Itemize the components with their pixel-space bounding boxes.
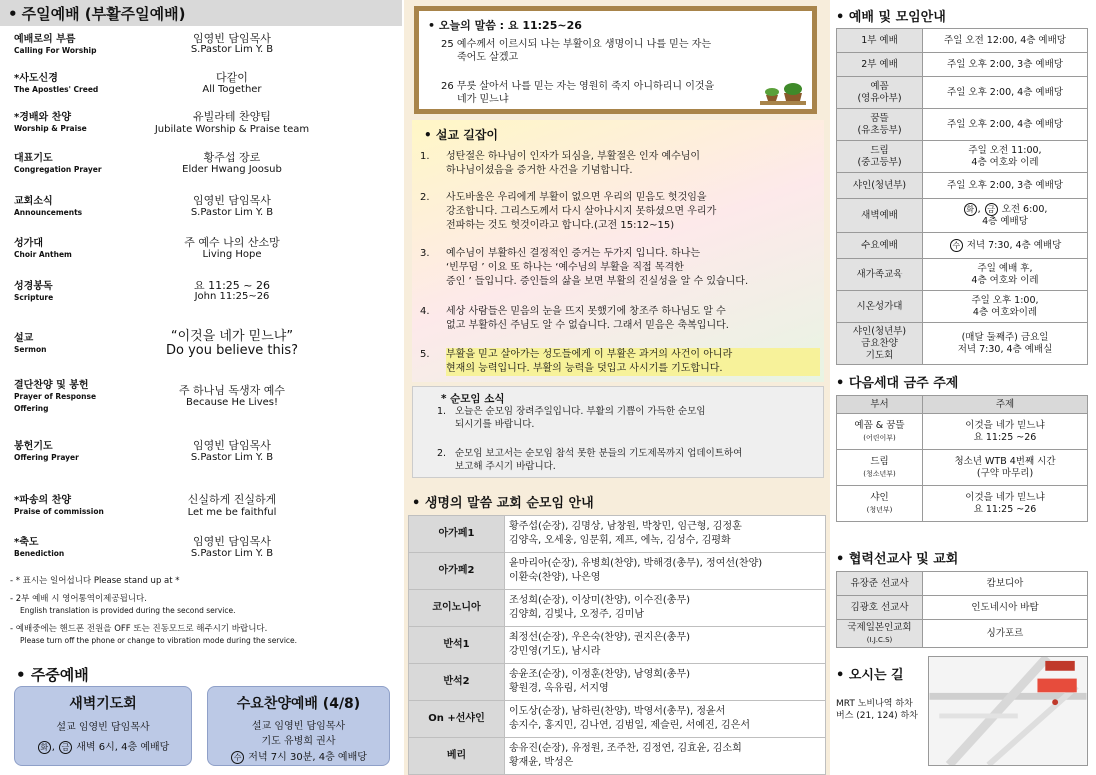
order-kr-label: 교회소식 [14,196,53,207]
order-en-label: The Apostles' Creed [14,85,99,94]
label-line: (중고등부) [857,156,902,168]
table-row [837,486,1088,522]
time-line: 4층 예배당 [982,216,1028,227]
worship-schedule-title: 예배 및 모임안내 [848,10,946,25]
directions-text [836,698,918,722]
mission-title: 협력선교사 및 교회 [848,552,959,567]
point-number: 1. [420,151,430,162]
day-circle: 금 [59,741,72,754]
point-number: 4. [420,306,430,317]
plant-pot-icon [760,79,806,105]
table-row [409,738,826,775]
mission-header: • 협력선교사 및 교회 [836,552,959,567]
dawn-time: 화 , 금 새벽 6시, 4층 예배당 [15,738,191,754]
time-line: 주일 오후 1:00, [971,294,1039,306]
order-value-en: S.Pastor Lim Y. B [190,44,274,55]
dept-sub: (청소년부) [863,469,896,478]
table-row [837,620,1088,648]
group-name: 반석1 [409,627,505,664]
column-header: 주제 [923,396,1088,414]
dept-cell [837,450,923,486]
table-row [837,53,1088,77]
sermon-point [420,247,820,289]
order-value-en: S.Pastor Lim Y. B [190,452,274,463]
dept-name: 드림 [870,455,889,467]
member-line: 이도상(순장), 남하린(찬양), 박영서(총무), 정윤서 [509,706,726,717]
schedule-label [837,323,923,365]
order-value-kr: 임영빈 담임목사 [193,535,271,548]
topic-line: (구약 마무리) [976,467,1034,479]
schedule-time [923,199,1088,233]
time-line: 주일 오전 11:00, [968,144,1042,156]
order-value-kr: 신실하게 진실하게 [187,493,277,506]
news-number: 2. [437,448,447,459]
sermon-column [404,0,830,775]
group-name: On +선샤인 [409,701,505,738]
table-row [837,572,1088,596]
table-row [409,664,826,701]
note-phone-en: Please turn off the phone or change to vibration mode during the service. [20,636,298,645]
point-line: 증인 ’ 들입니다. 증인들의 삶을 보면 부활의 진실성을 알 수 있습니다. [446,276,749,287]
schedule-label [837,77,923,109]
sermon-title-en: Do you believe this? [165,343,299,358]
news-item [437,447,817,473]
mission-location: 캄보디아 [923,572,1088,596]
order-kr-label: *경배와 찬양 [14,112,72,123]
label-line: 드림 [870,144,889,156]
table-row [837,259,1088,291]
topic-line: 요 11:25 ~26 [973,503,1037,515]
table-row [837,414,1088,450]
order-en-label: Calling For Worship [14,46,97,55]
dawn-time-text: 새벽 6시, 4층 예배당 [76,742,170,753]
point-line: 예수님이 부활하신 결정적인 증거는 두가지 입니다. 하나는 [446,248,701,259]
point-line: 현재의 능력입니다. 부활의 능력을 덧입고 사시기를 기도합니다. [446,362,820,376]
missionary-name: 김광호 선교사 [837,596,923,620]
directions-header: • 오시는 길 [836,668,904,683]
member-line: 황재윤, 박성은 [509,757,574,768]
table-row [837,77,1088,109]
worship-notes [10,575,395,647]
table-row [837,109,1088,141]
church-name: 국제일본인교회 [847,621,912,633]
table-row [837,173,1088,199]
schedule-label [837,141,923,173]
mission-location: 싱가포르 [923,620,1088,648]
time-text: 저녁 7:30, 4층 예배당 [966,240,1062,251]
news-line: 되시기를 바랍니다. [455,419,535,430]
dawn-prayer-title: 새벽기도회 [69,696,137,712]
column-header: 부서 [837,396,923,414]
schedule-label: 1부 예배 [837,29,923,53]
order-value-kr: 다같이 [216,71,248,84]
wednesday-time [208,748,389,764]
topic-cell [923,486,1088,522]
sermon-point [420,348,820,376]
order-value-en: Elder Hwang Joosub [182,164,282,175]
schedule-time [923,291,1088,323]
dept-name: 샤인 [870,491,889,503]
table-row [409,701,826,738]
sermon-point [420,305,820,333]
time-line: (매달 둘째주) 금요일 [961,331,1049,343]
verse-26 [441,80,791,106]
church-abbr: (I.J.C.S) [866,635,893,644]
worship-schedule-table [836,28,1088,365]
note-translation-en: English translation is provided during the second service. [20,606,236,615]
point-line: 세상 사람들은 믿음의 눈을 뜨지 못했기에 창조주 하나님도 알 수 [446,306,726,317]
order-value-en: Living Hope [202,249,262,260]
member-line: 송유진(순장), 유정원, 조주찬, 김정연, 김효윤, 김소희 [509,743,742,754]
order-en-label: Congregation Prayer [14,165,102,174]
member-line: 김양희, 김빛나, 오정주, 김미남 [509,609,644,620]
small-group-news-title: * 순모임 소식 [441,393,505,405]
point-number: 2. [420,192,430,203]
day-circle: 화 [964,203,977,216]
worship-schedule-header: • 예배 및 모임안내 [836,10,946,25]
schedule-time [923,233,1088,259]
order-value-en: S.Pastor Lim Y. B [190,548,274,559]
order-value-kr: 황주섭 장로 [203,151,261,164]
point-line: 하나님이셨음을 증거한 사건을 기념합니다. [446,165,633,176]
order-en-label: Benediction [14,549,65,558]
table-row [837,596,1088,620]
point-line: ‘빈무덤 ’ 이요 또 하나는 ‘예수님의 부활을 직접 목격한 [446,262,684,273]
schedule-label: 새벽예배 [837,199,923,233]
news-line: 오늘은 순모임 장려주일입니다. 부활의 기쁨이 가득한 순모임 [455,406,706,417]
time-text: 오전 6:00, [1001,204,1048,215]
order-kr-label: 예배로의 부름 [14,34,76,45]
label-line: (유초등부) [857,124,902,136]
group-name: 코이노니아 [409,590,505,627]
order-value-en: Because He Lives! [185,397,278,408]
news-line: 보고해 주시기 바랍니다. [455,461,556,472]
sunday-worship-title: 주일예배 (부활주일예배) [21,5,186,23]
note-phone: - 예배중에는 핸드폰 전원을 OFF 또는 진동모드로 해주시기 바랍니다. [10,624,268,634]
verse-header: • 오늘의 말씀 : 요 11:25~26 [428,19,582,32]
verse-reference: 오늘의 말씀 : 요 11:25~26 [438,19,582,32]
order-kr-label: *사도신경 [14,73,58,84]
order-en-label: Sermon [14,345,47,354]
schedule-time [923,141,1088,173]
order-of-service-column [0,0,402,775]
sermon-guide-title: 설교 길잡이 [435,128,498,142]
order-value-en: S.Pastor Lim Y. B [190,207,274,218]
schedule-time: 주일 오후 2:00, 4층 예배당 [923,77,1088,109]
verse-line: 25 예수께서 이르시되 나는 부활이요 생명이니 나를 믿는 자는 [441,39,711,50]
order-kr-label: *파송의 찬양 [14,495,72,506]
order-kr-label: 대표기도 [14,153,53,164]
time-line: 저녁 7:30, 4층 예배실 [957,343,1053,355]
group-name: 반석2 [409,664,505,701]
point-number: 5. [420,349,430,360]
dawn-preacher: 설교 임영빈 담임목사 [56,722,150,733]
verse-line: 26 무릇 살아서 나를 믿는 자는 영원히 죽지 아니하리니 이것을 [441,81,715,92]
order-value-en: Let me be faithful [187,507,277,518]
member-line: 강민영(기도), 남시라 [509,646,601,657]
order-kr-label: 결단찬양 및 봉헌 [14,380,89,391]
schedule-label: 샤인(청년부) [837,173,923,199]
table-row [409,590,826,627]
info-column [832,0,1096,775]
time-line: 화 , 금 오전 6:00, [925,203,1085,216]
next-gen-theme-header: • 다음세대 금주 주제 [836,376,959,391]
order-kr-label: 설교 [14,333,34,344]
table-row [409,553,826,590]
dept-cell [837,486,923,522]
group-members [505,664,826,701]
small-groups-title: 생명의 말씀 교회 순모임 안내 [424,496,594,511]
order-kr-label: 봉헌기도 [14,441,53,452]
group-members [505,701,826,738]
order-value-kr: 임영빈 담임목사 [193,32,271,45]
sermon-title: “이것을 네가 믿느냐” [170,329,294,344]
member-line: 윤마리아(순장), 유병희(찬양), 박해경(총무), 정여선(찬양) [509,558,763,569]
schedule-time: 주일 오후 2:00, 3층 예배당 [923,173,1088,199]
order-value-en: All Together [202,84,262,95]
point-number: 3. [420,248,430,259]
schedule-label: 새가족교육 [837,259,923,291]
todays-verse-board [414,6,817,114]
table-row [837,396,1088,414]
schedule-time [923,259,1088,291]
order-en-label: Worship & Praise [14,124,87,133]
schedule-time: 주일 오전 12:00, 4층 예배당 [923,29,1088,53]
order-value-kr: 임영빈 담임목사 [193,439,271,452]
directions-title: 오시는 길 [848,668,904,683]
day-circle: 수 [231,751,244,764]
day-circle: 수 [950,239,963,252]
time-line: 4층 여호와 이레 [971,156,1039,168]
next-gen-theme-title: 다음세대 금주 주제 [848,376,959,391]
dawn-prayer-box [14,686,192,766]
label-line: 꿈뜰 [870,112,889,124]
schedule-label [837,109,923,141]
group-name: 아가페2 [409,553,505,590]
verse-line: 죽어도 살겠고 [457,52,519,63]
mission-table [836,571,1088,648]
topic-line: 이것을 네가 믿느냐 [965,491,1045,503]
order-value-kr: 주 하나님 독생자 예수 [178,384,286,397]
dept-name: 예꼼 & 꿈뜰 [854,419,905,431]
schedule-time [923,323,1088,365]
point-line: 강조합니다. 그리스도께서 다시 살아나시지 못하셨으면 우리가 [446,206,717,217]
wednesday-worship-box [207,686,390,766]
wednesday-preacher: 설교 임영빈 담임목사 [251,721,346,732]
table-row [837,233,1088,259]
member-line: 송윤조(순장), 이정훈(찬양), 남영희(총무) [509,669,691,680]
mission-location: 인도네시아 바탐 [923,596,1088,620]
order-en-label: Praise of commission [14,507,104,516]
group-members [505,553,826,590]
small-group-news [412,386,824,478]
missionary-name [837,620,923,648]
weekday-worship-header: • 주중예배 [16,666,89,684]
group-members [505,627,826,664]
label-line: (영유아부) [857,92,902,104]
time-line: 주일 예배 후, [977,262,1033,274]
table-row [837,141,1088,173]
table-row [409,516,826,553]
sermon-point [420,150,820,178]
group-name: 아가페1 [409,516,505,553]
verse-line: 네가 믿느냐 [457,94,509,105]
group-members [505,516,826,553]
sunday-worship-header: • 주일예배 (부활주일예배) [0,0,402,26]
member-line: 조성희(순장), 이상미(찬양), 이수진(총무) [509,595,691,606]
point-line: 전파하는 것도 헛것이라고 합니다.(고전 15:12~15) [446,220,675,231]
sermon-guide [412,120,824,382]
topic-line: 청소년 WTB 4번째 시간 [954,455,1056,467]
small-groups-header: • 생명의 말씀 교회 순모임 안내 [412,496,594,511]
order-en-label: Choir Anthem [14,250,72,259]
table-row [409,627,826,664]
order-kr-label: *축도 [14,537,39,548]
table-row [837,323,1088,365]
time-line: 4층 여호와이레 [972,306,1038,318]
table-row [837,199,1088,233]
schedule-time: 주일 오후 2:00, 4층 예배당 [923,109,1088,141]
group-name: 베리 [409,738,505,775]
dept-sub: (어린이부) [863,433,896,442]
order-en-label: Prayer of Response [14,392,97,401]
table-row [837,291,1088,323]
label-line: 샤인(청년부) [852,325,907,337]
wednesday-worship-title: 수요찬양예배 (4/8) [236,696,361,712]
order-value-kr: 임영빈 담임목사 [193,194,271,207]
table-row [837,29,1088,53]
location-map-icon [928,656,1088,766]
label-line: 기도회 [865,349,894,361]
topic-cell [923,450,1088,486]
directions-bus: 버스 (21, 124) 하차 [836,711,918,721]
group-members [505,590,826,627]
news-number: 1. [437,406,447,417]
point-line: 사도바울은 우리에게 부활이 없으면 우리의 믿음도 헛것임을 [446,192,707,203]
note-translation: - 2부 예배 시 영어통역이제공됩니다. [10,594,147,604]
missionary-name: 유장준 선교사 [837,572,923,596]
note-stand: - * 표시는 일어섭니다 Please stand up at * [10,576,180,586]
label-line: 예꼼 [870,80,889,92]
schedule-label: 시온성가대 [837,291,923,323]
order-en-label: Announcements [14,208,83,217]
day-circle: 금 [985,203,998,216]
topic-cell [923,414,1088,450]
member-line: 이환숙(찬양), 나은영 [509,572,601,583]
wednesday-prayer: 기도 유병희 권사 [261,736,336,747]
dept-sub: (청년부) [866,505,893,514]
sermon-point [420,191,820,233]
point-line: 없고 부활하신 주님도 알 수 없습니다. 그래서 믿음은 축복입니다. [446,320,729,331]
order-kr-label: 성가대 [14,238,43,249]
dept-cell [837,414,923,450]
schedule-label: 수요예배 [837,233,923,259]
label-line: 금요찬양 [861,337,898,349]
order-value-kr: 유빌라테 찬양팀 [193,110,271,123]
weekday-worship-title: 주중예배 [30,666,89,684]
time-line: 4층 여호와 이레 [971,274,1039,286]
day-circle: 화 [38,741,51,754]
topic-line: 요 11:25 ~26 [973,431,1037,443]
verse-25 [441,38,791,64]
next-gen-theme-table [836,395,1088,522]
order-kr-label: 성경봉독 [14,281,53,292]
order-en-label: Scripture [14,293,54,302]
member-line: 김양옥, 오세웅, 임문휘, 제프, 에녹, 김성수, 김평화 [509,535,731,546]
sermon-guide-header: • 설교 길잡이 [424,128,498,142]
order-value-en: John 11:25~26 [194,291,270,302]
order-value-en: Jubilate Worship & Praise team [154,124,310,135]
order-en-label: Offering Prayer [14,453,79,462]
small-groups-table [408,515,826,775]
member-line: 황원경, 옥유림, 서지영 [509,683,609,694]
point-line: 성탄절은 하나님이 인자가 되심을, 부활절은 인자 예수님이 [446,151,701,162]
directions-mrt: MRT 노비나역 하차 [836,699,913,709]
schedule-label: 2부 예배 [837,53,923,77]
member-line: 송지수, 홍지민, 김나연, 김범일, 제슬린, 서예진, 김은서 [509,720,751,731]
news-item [437,405,817,431]
group-members [505,738,826,775]
member-line: 최정선(순장), 우은숙(찬양), 권지은(총무) [509,632,691,643]
news-line: 순모임 보고서는 순모임 참석 못한 분들의 기도제목까지 업데이트하여 [455,448,743,459]
order-value-kr: 요 11:25 ~ 26 [193,279,271,292]
topic-line: 이것을 네가 믿느냐 [965,419,1045,431]
point-line: 부활을 믿고 살아가는 성도들에게 이 부활은 과거의 사건이 아니라 [446,348,820,362]
order-value-kr: 주 예수 나의 산소망 [184,236,280,249]
order-en-label: Offering [14,404,49,413]
wednesday-time-text: 저녁 7시 30분, 4층 예배당 [248,752,367,763]
schedule-time: 주일 오후 2:00, 3층 예배당 [923,53,1088,77]
table-row [837,450,1088,486]
member-line: 황주섭(순장), 김명상, 남창원, 박창민, 임근형, 김정훈 [509,521,742,532]
